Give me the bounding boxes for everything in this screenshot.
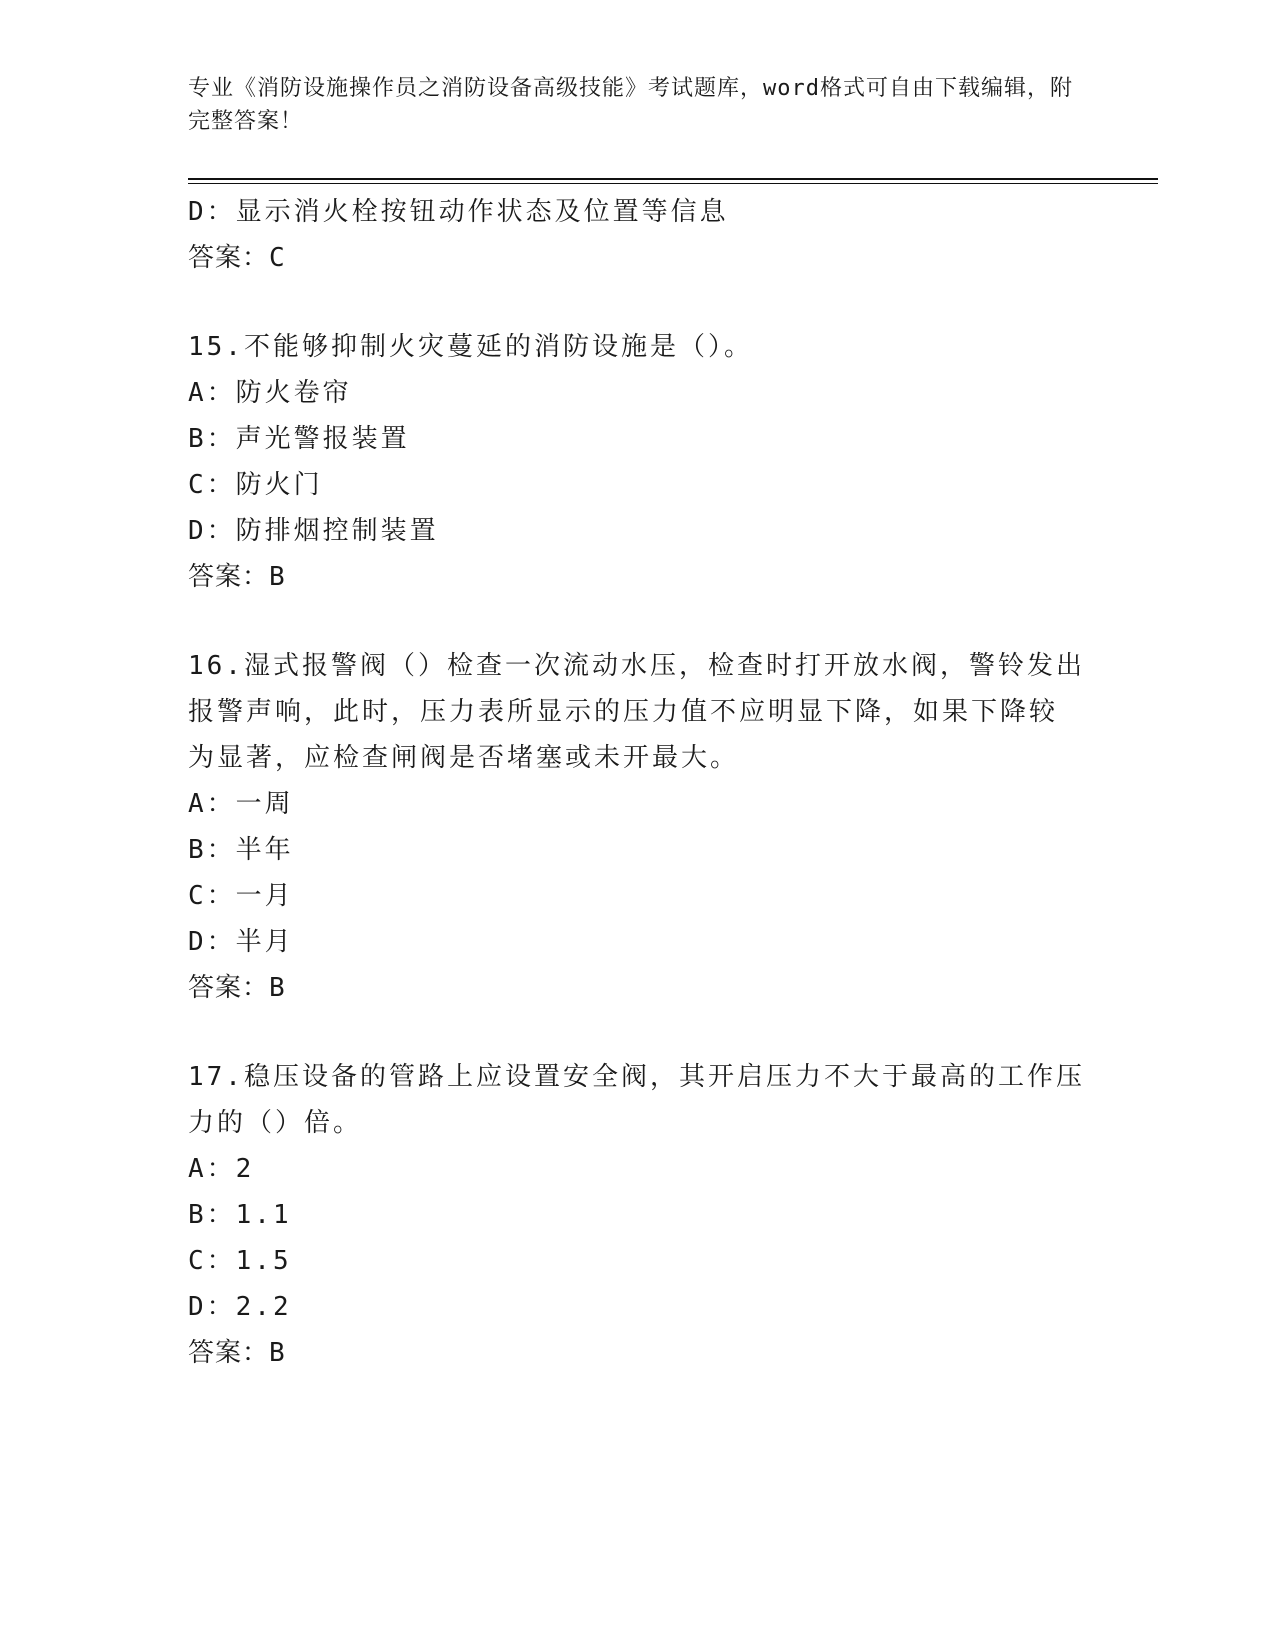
- question-stem-line-1: 17.稳压设备的管路上应设置安全阀，其开启压力不大于最高的工作压: [188, 1062, 1085, 1092]
- answer: 答案：B: [188, 562, 286, 592]
- prev-answer: 答案：C: [188, 243, 286, 273]
- option-a: A：一周: [188, 789, 294, 819]
- page-header: 专业《消防设施操作员之消防设备高级技能》考试题库，word格式可自由下载编辑，附完整答案！: [188, 76, 1073, 134]
- header-divider: [188, 178, 1158, 184]
- question-16: [188, 643, 1088, 1011]
- question-stem: 15.不能够抑制火灾蔓延的消防设施是（）。: [188, 332, 753, 362]
- question-stem-line-2: 报警声响，此时，压力表所显示的压力值不应明显下降，如果下降较: [188, 697, 1059, 727]
- question-17: [188, 1054, 1088, 1376]
- option-d: D：防排烟控制装置: [188, 516, 439, 546]
- question-15: [188, 324, 1088, 600]
- question-stem-line-3: 为显著，应检查闸阀是否堵塞或未开最大。: [188, 743, 740, 773]
- option-c: C：防火门: [188, 470, 323, 500]
- prev-option-d: D：显示消火栓按钮动作状态及位置等信息: [188, 197, 729, 227]
- option-b: B：半年: [188, 835, 294, 865]
- option-a: A：2: [188, 1154, 255, 1184]
- option-d: D：2.2: [188, 1292, 292, 1322]
- question-stem-line-1: 16.湿式报警阀（）检查一次流动水压，检查时打开放水阀，警铃发出: [188, 651, 1085, 681]
- question-list: [188, 189, 1088, 1376]
- option-a: A：防火卷帘: [188, 378, 352, 408]
- answer: 答案：B: [188, 973, 286, 1003]
- option-c: C：1.5: [188, 1246, 292, 1276]
- option-b: B：声光警报装置: [188, 424, 410, 454]
- option-d: D：半月: [188, 927, 294, 957]
- answer: 答案：B: [188, 1338, 286, 1368]
- question-stem-line-2: 力的（）倍。: [188, 1108, 363, 1138]
- option-b: B：1.1: [188, 1200, 292, 1230]
- option-c: C：一月: [188, 881, 294, 911]
